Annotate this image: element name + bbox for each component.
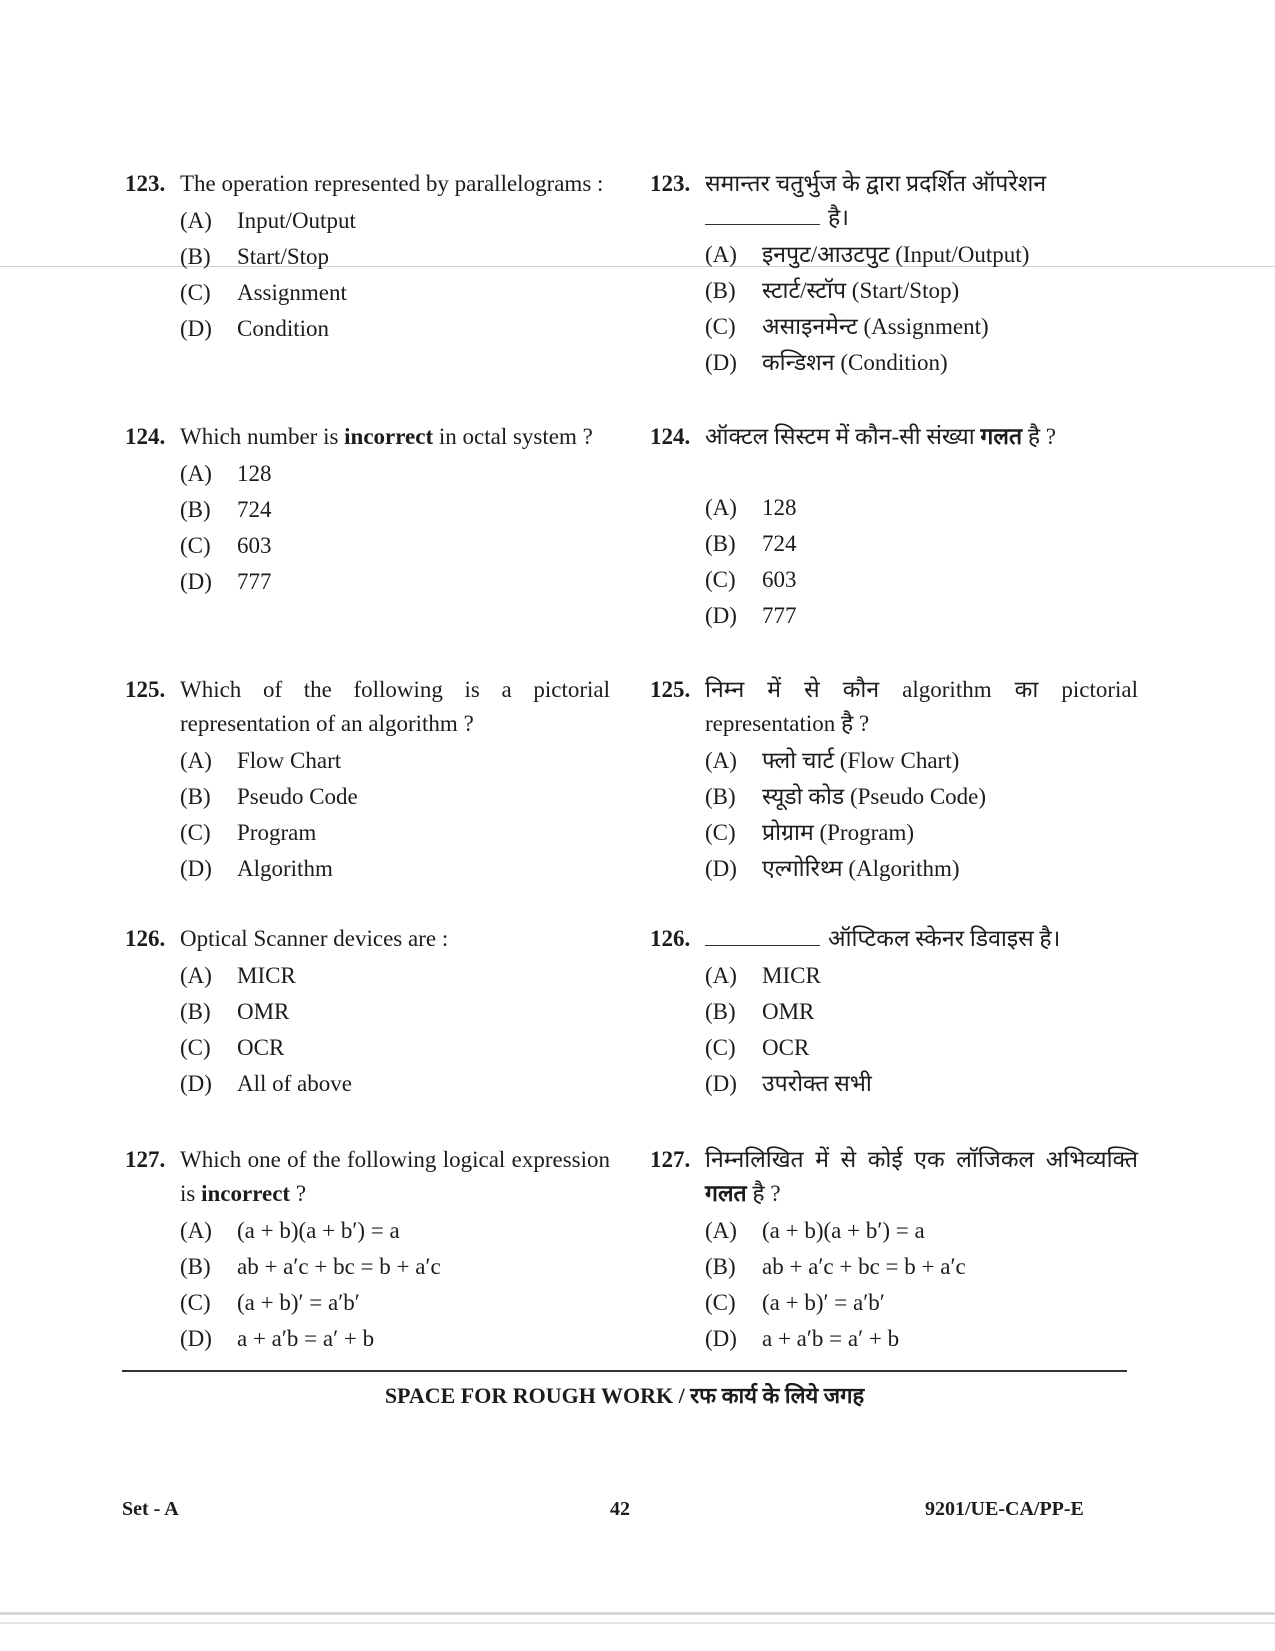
option-text: Pseudo Code — [237, 784, 358, 809]
option-text: 128 — [762, 495, 797, 520]
option — [705, 779, 1138, 815]
options-list — [180, 958, 610, 1102]
option-label: (C) — [180, 533, 211, 558]
option-label: (A) — [705, 242, 737, 267]
option-text: a + a′b = a′ + b — [762, 1326, 900, 1351]
option-text: (a + b)(a + b′) = a — [762, 1218, 925, 1243]
question-123-en — [125, 167, 610, 347]
question-text-part: है। — [828, 205, 849, 230]
question-text-emphasis: incorrect — [201, 1181, 291, 1206]
question-text — [705, 420, 1138, 454]
option — [705, 562, 1138, 598]
option — [180, 203, 610, 239]
question-127-en — [125, 1143, 610, 1357]
option-label: (B) — [705, 278, 736, 303]
page-number: 42 — [610, 1498, 630, 1520]
option-label: (A) — [705, 1218, 737, 1243]
option — [180, 1321, 610, 1357]
question-number: 126. — [650, 926, 691, 951]
option-text: उपरोक्त सभी — [762, 1071, 872, 1096]
option — [180, 311, 610, 347]
option-label: (B) — [180, 999, 211, 1024]
question-text-part: ? — [295, 1181, 307, 1206]
option-text: 724 — [762, 531, 797, 556]
rough-work-heading: SPACE FOR ROUGH WORK / रफ कार्य के लिये जगह — [384, 1383, 865, 1408]
option — [705, 309, 1138, 345]
question-text-part: Which number is — [180, 424, 339, 449]
footer-divider — [122, 1370, 1127, 1372]
options-list — [705, 490, 1138, 634]
option — [705, 1030, 1138, 1066]
option-label: (B) — [705, 999, 736, 1024]
option-label: (D) — [180, 1326, 212, 1351]
option — [180, 275, 610, 311]
question-text-part: समान्तर चतुर्भुज के द्वारा प्रदर्शित ऑपरेशन — [705, 171, 1047, 196]
question-text-part: निम्नलिखित में से कोई एक लॉजिकल अभिव्यक्ति — [705, 1147, 1138, 1172]
option-label: (C) — [705, 314, 736, 339]
options-list — [705, 743, 1138, 887]
question-124-en — [125, 420, 610, 600]
question-number: 125. — [650, 677, 691, 702]
question-text: Which of the following is a pictorial representation of an algorithm ? — [180, 677, 610, 736]
option-text: a + a′b = a′ + b — [237, 1326, 375, 1351]
option-label: (B) — [180, 497, 211, 522]
question-text-part: ऑप्टिकल स्केनर डिवाइस है। — [828, 926, 1061, 951]
question-text — [705, 922, 1138, 956]
option-label: (A) — [705, 963, 737, 988]
option-label: (D) — [180, 1071, 212, 1096]
option-text: 777 — [762, 603, 797, 628]
option-label: (B) — [705, 531, 736, 556]
option-label: (C) — [705, 1035, 736, 1060]
question-number: 125. — [125, 677, 166, 702]
options-list — [705, 958, 1138, 1102]
question-text-emphasis: incorrect — [344, 424, 434, 449]
option-label: (C) — [705, 567, 736, 592]
option — [180, 815, 610, 851]
option — [705, 237, 1138, 273]
question-number: 127. — [650, 1147, 691, 1172]
option-text: ab + a′c + bc = b + a′c — [237, 1254, 441, 1279]
option-label: (A) — [180, 461, 212, 486]
question-text-part: ऑक्टल सिस्टम में कौन-सी संख्या — [705, 424, 975, 449]
option-label: (C) — [180, 280, 211, 305]
question-number: 124. — [650, 424, 691, 449]
question-text-emphasis: गलत — [980, 424, 1023, 449]
question-text — [180, 420, 610, 454]
option-label: (A) — [705, 495, 737, 520]
option — [705, 526, 1138, 562]
option-text: Algorithm — [237, 856, 333, 881]
option — [180, 1066, 610, 1102]
option-label: (C) — [705, 1290, 736, 1315]
option-text: MICR — [762, 963, 821, 988]
question-number: 124. — [125, 424, 166, 449]
option-text: Condition — [237, 316, 330, 341]
question-text — [705, 167, 1138, 235]
option — [180, 958, 610, 994]
option — [705, 743, 1138, 779]
option — [705, 1321, 1138, 1357]
option-text: OMR — [762, 999, 815, 1024]
question-text: निम्न में से कौन algorithm का pictorial representation है ? — [705, 677, 1138, 736]
option-label: (D) — [180, 569, 212, 594]
option — [705, 994, 1138, 1030]
option-text: स्यूडो कोड (Pseudo Code) — [762, 784, 987, 809]
option-label: (D) — [180, 316, 212, 341]
option-text: (a + b)′ = a′b′ — [237, 1290, 360, 1315]
option — [180, 1213, 610, 1249]
option-label: (A) — [180, 1218, 212, 1243]
option — [180, 564, 610, 600]
option-label: (C) — [705, 820, 736, 845]
option-text: 603 — [762, 567, 797, 592]
fill-blank — [705, 925, 820, 946]
option-label: (A) — [180, 963, 212, 988]
option — [705, 490, 1138, 526]
option-text: Assignment — [237, 280, 347, 305]
option-label: (D) — [705, 603, 737, 628]
question-text: The operation represented by parallelograms : — [180, 171, 604, 196]
set-label: Set - A — [122, 1498, 179, 1520]
question-number: 123. — [650, 171, 691, 196]
option-text: All of above — [237, 1071, 352, 1096]
option-text: 777 — [237, 569, 272, 594]
option — [705, 598, 1138, 634]
option-label: (C) — [180, 1035, 211, 1060]
question-number: 127. — [125, 1147, 166, 1172]
option-text: एल्गोरिथ्म (Algorithm) — [762, 856, 960, 881]
option-text: स्टार्ट/स्टॉप (Start/Stop) — [762, 278, 960, 303]
option-label: (C) — [180, 820, 211, 845]
question-124-hi — [650, 420, 1138, 634]
option — [705, 851, 1138, 887]
option-text: असाइनमेन्ट (Assignment) — [762, 314, 989, 339]
fill-blank — [705, 204, 820, 225]
option — [180, 851, 610, 887]
option — [180, 239, 610, 275]
option-label: (B) — [180, 1254, 211, 1279]
question-126-hi — [650, 922, 1138, 1102]
option-text: फ्लो चार्ट (Flow Chart) — [762, 748, 960, 773]
question-text: Optical Scanner devices are : — [180, 926, 449, 951]
question-123-hi — [650, 167, 1138, 381]
option-text: प्रोग्राम (Program) — [762, 820, 915, 845]
option — [180, 456, 610, 492]
question-text-emphasis: गलत — [705, 1181, 747, 1206]
question-text — [705, 1143, 1138, 1211]
option-text: इनपुट/आउटपुट (Input/Output) — [762, 242, 1030, 267]
question-125-hi — [650, 673, 1138, 887]
option — [180, 1030, 610, 1066]
option-text: MICR — [237, 963, 296, 988]
option-label: (C) — [180, 1290, 211, 1315]
option-text: (a + b)′ = a′b′ — [762, 1290, 885, 1315]
option-text: 724 — [237, 497, 272, 522]
options-list — [705, 237, 1138, 381]
option-label: (D) — [705, 1326, 737, 1351]
option — [705, 1285, 1138, 1321]
option-label: (B) — [705, 1254, 736, 1279]
option-label: (B) — [180, 244, 211, 269]
option-text: OCR — [762, 1035, 810, 1060]
option — [180, 994, 610, 1030]
option-label: (B) — [180, 784, 211, 809]
question-number: 126. — [125, 926, 166, 951]
options-list — [180, 743, 610, 887]
question-text-part: है ? — [1027, 424, 1056, 449]
option-label: (D) — [705, 856, 737, 881]
option-text: Start/Stop — [237, 244, 330, 269]
option-text: Program — [237, 820, 317, 845]
option-text: 603 — [237, 533, 272, 558]
options-list — [180, 456, 610, 600]
option — [705, 1249, 1138, 1285]
option-text: OMR — [237, 999, 290, 1024]
option-label: (A) — [180, 748, 212, 773]
options-list — [705, 1213, 1138, 1357]
option-text: OCR — [237, 1035, 285, 1060]
option — [180, 743, 610, 779]
option-label: (B) — [705, 784, 736, 809]
option-text: कन्डिशन (Condition) — [762, 350, 948, 375]
option — [705, 815, 1138, 851]
option — [180, 1285, 610, 1321]
scan-artifact-line — [0, 1622, 1275, 1624]
question-text-part: है ? — [752, 1181, 781, 1206]
option — [180, 492, 610, 528]
paper-code: 9201/UE-CA/PP-E — [925, 1498, 1084, 1520]
option — [705, 1066, 1138, 1102]
option — [705, 958, 1138, 994]
option — [705, 273, 1138, 309]
option-label: (D) — [705, 1071, 737, 1096]
option-text: 128 — [237, 461, 272, 486]
option-label: (A) — [180, 208, 212, 233]
option-text: Flow Chart — [237, 748, 342, 773]
option-label: (D) — [705, 350, 737, 375]
question-127-hi — [650, 1143, 1138, 1357]
question-125-en — [125, 673, 610, 887]
option — [180, 528, 610, 564]
option-label: (D) — [180, 856, 212, 881]
question-number: 123. — [125, 171, 166, 196]
option — [705, 1213, 1138, 1249]
option-text: Input/Output — [237, 208, 356, 233]
option — [180, 1249, 610, 1285]
option-label: (A) — [705, 748, 737, 773]
options-list — [180, 203, 610, 347]
option-text: (a + b)(a + b′) = a — [237, 1218, 400, 1243]
question-text-part: Which one of the following logical expression is — [180, 1147, 610, 1206]
question-text-part: in octal system ? — [438, 424, 593, 449]
scan-artifact-line — [0, 1612, 1275, 1615]
option-text: ab + a′c + bc = b + a′c — [762, 1254, 966, 1279]
question-126-en — [125, 922, 610, 1102]
options-list — [180, 1213, 610, 1357]
option — [180, 779, 610, 815]
option — [705, 345, 1138, 381]
question-text — [180, 1143, 610, 1211]
